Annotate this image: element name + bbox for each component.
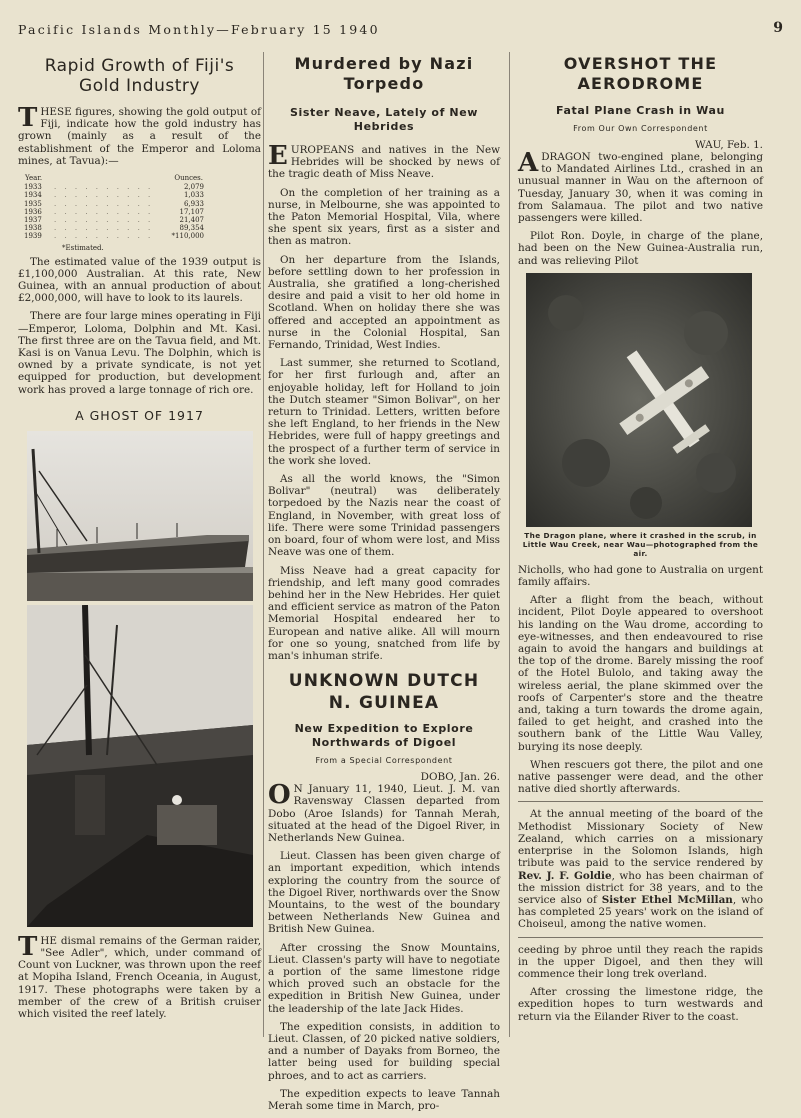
overshot-para-2: Pilot Ron. Doyle, in charge of the plane, had been on the New Guinea-Australia run, and was relieving Pilot [518,230,763,267]
gold-output-table [24,173,204,241]
overshot-para-5: When rescuers got there, the pilot and one native passenger were dead, and the other native died shortly afterwards. [518,758,763,796]
column-right [518,50,763,1029]
nazi-para-2: On the completion of her training as a nurse, in Melbourne, she was appointed to the Paton Memorial Hospital, Vila, where she spent six years, first as a sister and then as matron. [268,186,500,248]
dutch-para-1 [268,780,500,844]
dutch-headline [268,670,500,714]
fiji-para-3: There are four large mines operating in Fiji—Emperor, Loloma, Dolphin and Mt. Kasi. The first three are on the Tavua field, and Mt. Kasi is on Vanua Levu. The Dolphin, which is owned by a private syndicate, is not yet equipped for production, but development work has proved a large tonnage of rich ore. [18,310,261,396]
ghost-article [18,408,261,1020]
overshot-headline-line1: OVERSHOT THE [563,54,718,73]
ghost-photo-top [27,431,253,601]
table-leader-dots: . . . . . . . . . . [54,183,154,192]
table-cell-ounces: *110,000 [171,232,204,241]
table-leader-dots: . . . . . . . . . . [54,216,154,225]
table-leader-dots: . . . . . . . . . . [54,207,154,216]
methodist-para [518,808,763,930]
page-number: 9 [773,20,783,36]
table-leader-dots: . . . . . . . . . . [54,224,154,233]
methodist-article [518,808,763,930]
dutch-para-5: The expedition expects to leave Tannah Merah some time in March, pro- [268,1087,500,1112]
overshot-dropcap: A [518,148,539,178]
dutch-para-2: Lieut. Classen has been given charge of an important expedition, which intends exploring the country from the source of the Digoel River, northwards over the Snow Mountains, to the west of the boundary between Netherlands New Guinea and British New Guinea. [268,850,500,936]
ghost-caption [18,931,261,1021]
table-cell-ounces: 89,354 [179,224,204,233]
overshot-para-1-text: DRAGON two-engined plane, belonging to Mandated Airlines Ltd., crashed in an unusual manner in Wau on the afternoon of Tuesday, January 30, when it was coming in from Salamaua. The pilot and two native passengers were killed. [518,151,763,225]
table-row [24,224,204,232]
methodist-name-mcmillan: Sister Ethel McMillan [601,893,733,906]
column-middle [268,50,500,1118]
plane-crash-photo [526,273,752,527]
table-cell-ounces: 6,933 [183,199,204,208]
overshot-byline: From Our Own Correspondent [573,124,708,133]
dutch-subhead [268,722,500,750]
ghost-caption-text: HE dismal remains of the German raider, "See Adler", which, under command of Count von Luckner, was thrown upon the reef at Mopiha Island, French Oceania, in August, 1917. These photographs were taken by a member of the crew of a British cruiser which visited the reef lately. [18,934,261,1021]
dutch-para-4: The expedition consists, in addition to Lieut. Classen, of 20 picked native soldiers, and a number of Dayaks from Borneo, the latter being used for building special phroes, and to act as carriers. [268,1020,500,1082]
table-row [24,183,204,191]
table-header-year: Year. [25,174,43,183]
dutch-subhead-line1: New Expedition to Explore [294,722,474,736]
dutch-article-continued [518,944,763,1023]
crashed-plane-image [526,273,752,527]
overshot-headline-line2: AERODROME [577,74,704,93]
fiji-headline-line1: Rapid Growth of Fiji's [44,56,235,76]
table-row [24,191,204,199]
table-leader-dots: . . . . . . . . . . [54,191,154,200]
dutch-para-1-text: N January 11, 1940, Lieut. J. M. van Ravensway Classen departed from Dobo (Aroe Islands) for Tannah Merah, situated at the head of the Digoel River, in Netherlands New Guinea. [268,783,500,844]
methodist-name-goldie: Rev. J. F. Goldie [518,869,612,882]
masthead-title: Pacific Islands Monthly—February 15 1940 [18,22,380,37]
table-leader-dots: . . . . . . . . . . [54,232,154,241]
table-leader-dots: . . . . . . . . . . [54,199,154,208]
overshot-para-1 [518,148,763,225]
ghost-photo-bottom [27,605,253,927]
table-row [24,232,204,240]
ship-wreck-image-top [27,431,253,601]
overshot-subhead: Fatal Plane Crash in Wau [556,104,725,117]
overshot-para-4: After a flight from the beach, without incident, Pilot Doyle appeared to overshoot his landing on the Wau drome, according to eye-witnesses, and then endeavoured to rise again to avoid the hangars and buildings at the top of the drome. Barely missing the roof of the Hotel Bulolo, and taking away the wireless aerial, the plane skimmed over the roofs of Carpenter's store and the theatre and, taking a turn towards the drome again, failed to get height, and crashed into the southern bank of the Little Wau Valley, burying its nose deeply. [518,594,763,753]
column-rule [509,52,510,1037]
fiji-dropcap: T [18,103,38,133]
nazi-para-4: Last summer, she returned to Scotland, for her first furlough and, after an enjoyable holiday, left for Holland to join the Dutch steamer "Simon Bolivar", on her return to Trinidad. Letters, written before she left England, to her friends in the New Hebrides, were full of happy greetings and the prospect of a further term of service in the work she loved. [268,357,500,467]
dutch-byline: From a Special Correspondent [315,756,453,766]
nazi-headline [268,54,500,94]
nazi-para-3: On her departure from the Islands, before settling down to her profession in Australia, she gratified a long-cherished desire and paid a visit to her old home in Scotland. When on holiday there she was offered and accepted an appointment as nurse in the Colonial Hospital, San Fernando, Trinidad, West Indies. [268,253,500,352]
nazi-para-1-text: UROPEANS and natives in the New Hebrides will be shocked by news of the tragic death of Miss Neave. [268,144,500,181]
overshot-para-3: Nicholls, who had gone to Australia on urgent family affairs. [518,563,763,589]
table-cell-ounces: 21,407 [179,216,204,225]
section-divider [518,937,763,938]
table-cell-year: 1939 [24,232,42,241]
table-row [24,208,204,216]
nazi-dropcap: E [268,141,288,171]
table-cell-ounces: 1,033 [183,191,204,200]
nazi-headline-line1: Murdered by Nazi [294,54,474,73]
fiji-intro-text: HESE figures, showing the gold output of Fiji, indicate how the gold industry has grown (mainly as a result of the establishment of the Emperor and Loloma mines, at Tavua):— [18,106,261,167]
ghost-headline: A GHOST OF 1917 [75,407,204,423]
table-cell-year: 1934 [24,191,42,200]
fiji-article [18,56,261,396]
dutch-dateline: DOBO, Jan. 26. [420,771,500,784]
dutch-subhead-line2: Northwards of Digoel [311,736,457,750]
table-cell-year: 1938 [24,224,42,233]
dutch-para-3: After crossing the Snow Mountains, Lieut. Classen's party will have to negotiate a portion of the same limestone ridge which proved such an obstacle for the expedition in British New Guinea, under the leadership of the late Jack Hides. [268,941,500,1015]
dutch-article [268,670,500,1112]
nazi-para-1 [268,141,500,181]
dutch-dropcap: O [268,780,291,811]
dutch-para-6: ceeding by phroe until they reach the rapids in the upper Digoel, and then they will commence their long trek overland. [518,943,763,980]
plane-crash-caption: The Dragon plane, where it crashed in the scrub, in Little Wau Creek, near Wau—photographed from the air. [522,530,759,558]
table-cell-ounces: 17,107 [179,207,204,216]
column-left [18,50,261,1026]
overshot-article [518,54,763,795]
table-cell-year: 1937 [24,216,42,225]
nazi-article [268,54,500,662]
methodist-text-a: At the annual meeting of the board of the Methodist Missionary Society of New Zealand, which carries on a missionary enterprise in the Solomon Islands, high tribute was paid to the service rendered by [518,808,763,870]
nazi-para-6: Miss Neave had a great capacity for friendship, and left many good comrades behind her in the New Hebrides. Her quiet and efficient service as matron of the Paton Memorial Hospital endeared her to European and native alike. All will mourn for one so young, snatched from life by man's inhuman strife. [268,564,500,662]
table-row [24,200,204,208]
masthead [18,22,783,44]
section-divider [518,801,763,802]
ghost-dropcap: T [18,931,38,962]
table-row [24,216,204,224]
table-cell-ounces: 2,079 [183,183,204,192]
table-header-ounces: Ounces. [174,174,203,183]
nazi-para-5: As all the world knows, the "Simon Bolivar" (neutral) was deliberately torpedoed by the Nazis near the coast of England, in November, with great loss of life. There were some Trinidad passengers on board, four of whom were lost, and Miss Neave was one of them. [268,473,500,559]
overshot-headline [518,54,763,94]
fiji-headline-line2: Gold Industry [79,76,200,96]
fiji-headline [18,56,261,96]
nazi-headline-line2: Torpedo [343,74,425,93]
table-cell-year: 1933 [24,183,42,192]
table-cell-year: 1935 [24,199,42,208]
nazi-subhead: Sister Neave, Lately of New Hebrides [289,106,479,133]
fiji-para-2: The estimated value of the 1939 output is £1,100,000 Australian. At this rate, New Guinea, with an annual production of about £2,000,000, will have to look to its laurels. [18,255,261,305]
methodist-text-c: , who has completed 25 years' work on the island of Choiseul, among the native women. [518,893,763,931]
fiji-intro [18,103,261,167]
gold-table-body [24,183,204,240]
ship-wreck-image-bottom [27,605,253,927]
column-rule [263,52,264,1037]
fiji-table-note: *Estimated. [62,243,104,252]
methodist-text-b: , who has been chairman of the mission district for 38 years, and to the service also of [518,869,763,906]
dutch-para-7: After crossing the limestone ridge, the expedition hopes to turn westwards and return via the Eilander River to the coast. [518,986,763,1023]
table-header-row [24,173,204,183]
overshot-dateline: WAU, Feb. 1. [694,139,763,151]
dutch-headline-line2: N. GUINEA [328,693,440,714]
table-cell-year: 1936 [24,207,42,216]
dutch-headline-line1: UNKNOWN DUTCH [288,671,480,692]
